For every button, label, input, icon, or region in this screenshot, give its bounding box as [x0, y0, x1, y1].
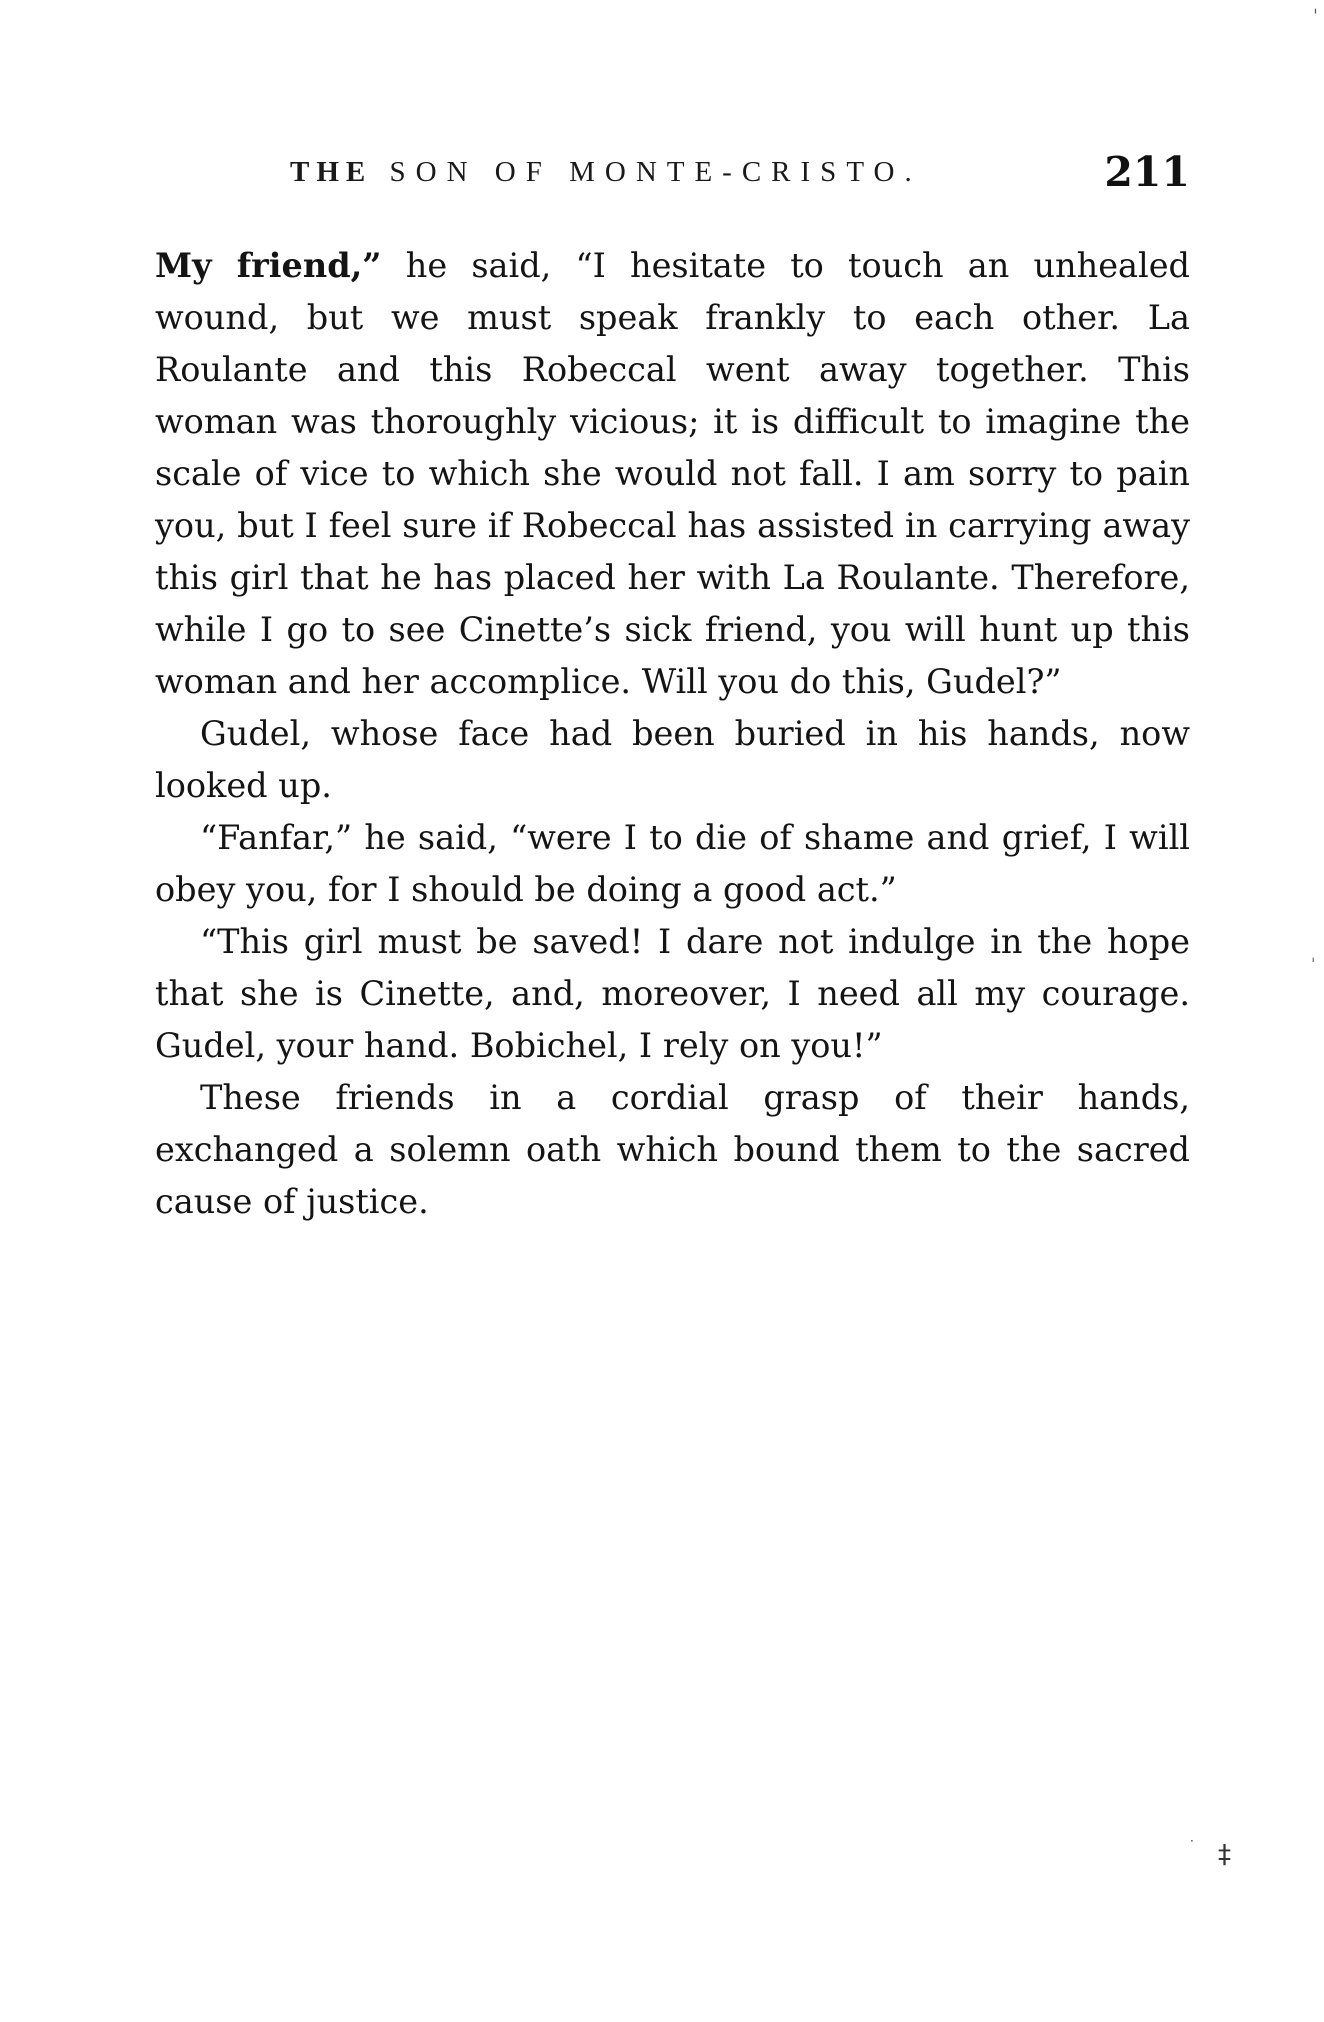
scan-speck-middle: ˈ [1311, 955, 1316, 974]
running-title [290, 156, 922, 189]
page-number: 211 [1104, 148, 1190, 196]
paragraph-5: These friends in a cordial grasp of their hands, exchanged a solemn oath which bound them to the sacred cause of justice. [155, 1078, 1190, 1221]
paragraph-4: “This girl must be saved! I dare not indulge in the hope that she is Cinette, and, moreover, I need all my courage. Gudel, your hand. Bobichel, I rely on you!” [155, 922, 1190, 1065]
paragraph-2: Gudel, whose face had been buried in his hands, now looked up. [155, 714, 1190, 805]
paragraph-1-lead: My friend,” [155, 246, 382, 285]
scan-speck-bottom-b: ‡ [1218, 1840, 1231, 1870]
running-head [290, 148, 1190, 198]
body-text [155, 240, 1190, 1228]
running-title-rest: SON OF MONTE-CRISTO. [389, 156, 922, 188]
scan-speck-bottom-a: · [1190, 1834, 1194, 1848]
scan-speck-top: ˈ [1313, 6, 1318, 27]
paragraph-1-text: he said, “I hesitate to touch an unhealed wound, but we must speak frankly to each other. La Roulante and this Robeccal went away together. This woman was thoroughly vicious; it is difficult to imagine the scale of vice to which she would not fall. I am sorry to pain you, but I feel sure if Robeccal has assisted in carrying away this girl that he has placed her with La Roulante. Therefore, while I go to see Cinette’s sick friend, you will hunt up this woman and her accomplice. Will you do this, Gudel?” [155, 246, 1190, 701]
paragraph-3: “Fanfar,” he said, “were I to die of shame and grief, I will obey you, for I should be doing a good act.” [155, 818, 1190, 909]
running-title-first-word: THE [290, 156, 373, 188]
paragraph-1 [155, 240, 1190, 708]
